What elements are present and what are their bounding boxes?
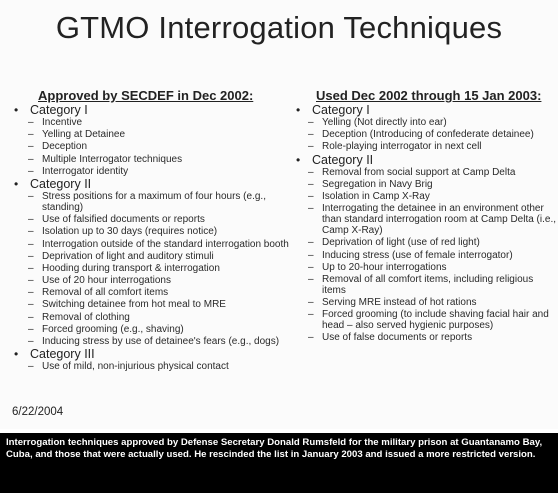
list-item: – Segregation in Navy Brig <box>296 179 558 190</box>
list-item: – Switching detainee from hot meal to MRE <box>14 299 296 310</box>
approved-category-1-list <box>14 117 296 177</box>
list-item: – Incentive <box>14 117 296 128</box>
list-item: – Serving MRE instead of hot rations <box>296 297 558 308</box>
list-item: – Interrogating the detainee in an environment other than standard interrogation room at Camp Delta (i.e., Camp X-Ray) <box>296 203 558 236</box>
used-category-1-list <box>296 117 558 152</box>
list-item: – Multiple Interrogator techniques <box>14 154 296 165</box>
caption-bar <box>0 433 558 493</box>
approved-category-3-label: • Category III <box>14 348 296 361</box>
list-item: – Deprivation of light (use of red light) <box>296 237 558 248</box>
list-item: – Isolation in Camp X-Ray <box>296 191 558 202</box>
list-item: – Interrogation outside of the standard interrogation booth <box>14 239 296 250</box>
list-item: – Use of mild, non-injurious physical contact <box>14 361 296 372</box>
used-heading: Used Dec 2002 through 15 Jan 2003: <box>316 88 542 103</box>
list-item: – Stress positions for a maximum of four hours (e.g., standing) <box>14 191 296 213</box>
list-item: – Forced grooming (e.g., shaving) <box>14 324 296 335</box>
list-item: – Hooding during transport & interrogation <box>14 263 296 274</box>
list-item: – Yelling at Detainee <box>14 129 296 140</box>
approved-category-2-list <box>14 191 296 347</box>
list-item: – Removal of clothing <box>14 312 296 323</box>
document-date: 6/22/2004 <box>12 406 64 418</box>
list-item: – Interrogator identity <box>14 166 296 177</box>
slide-title: GTMO Interrogation Techniques <box>55 10 503 45</box>
list-item: – Isolation up to 30 days (requires notice) <box>14 226 296 237</box>
list-item: – Deprivation of light and auditory stimuli <box>14 251 296 262</box>
list-item: – Yelling (Not directly into ear) <box>296 117 558 128</box>
list-item: – Deception <box>14 141 296 152</box>
used-column <box>296 88 558 345</box>
list-item: – Use of 20 hour interrogations <box>14 275 296 286</box>
used-category-2-label: • Category II <box>296 154 558 167</box>
used-category-1-label: • Category I <box>296 104 558 117</box>
list-item: – Up to 20-hour interrogations <box>296 262 558 273</box>
used-category-2-list <box>296 167 558 344</box>
approved-category-3-list <box>14 361 296 372</box>
approved-category-1-label: • Category I <box>14 104 296 117</box>
approved-column <box>14 88 296 373</box>
list-item: – Removal of all comfort items, including religious items <box>296 274 558 296</box>
approved-heading: Approved by SECDEF in Dec 2002: <box>38 88 254 103</box>
list-item: – Use of falsified documents or reports <box>14 214 296 225</box>
list-item: – Use of false documents or reports <box>296 332 558 343</box>
approved-category-2-label: • Category II <box>14 178 296 191</box>
list-item: – Removal from social support at Camp Delta <box>296 167 558 178</box>
list-item: – Deception (Introducing of confederate detainee) <box>296 129 558 140</box>
list-item: – Inducing stress by use of detainee's fears (e.g., dogs) <box>14 336 296 347</box>
list-item: – Removal of all comfort items <box>14 287 296 298</box>
list-item: – Role-playing interrogator in next cell <box>296 141 558 152</box>
list-item: – Forced grooming (to include shaving facial hair and head – also served hygienic purposes) <box>296 309 558 331</box>
caption-text: Interrogation techniques approved by Defense Secretary Donald Rumsfeld for the military prison at Guantanamo Bay, Cuba, and those that were actually used. He rescinded the list in January 2003 and issued a more restricted version. <box>6 437 543 460</box>
list-item: – Inducing stress (use of female interrogator) <box>296 250 558 261</box>
